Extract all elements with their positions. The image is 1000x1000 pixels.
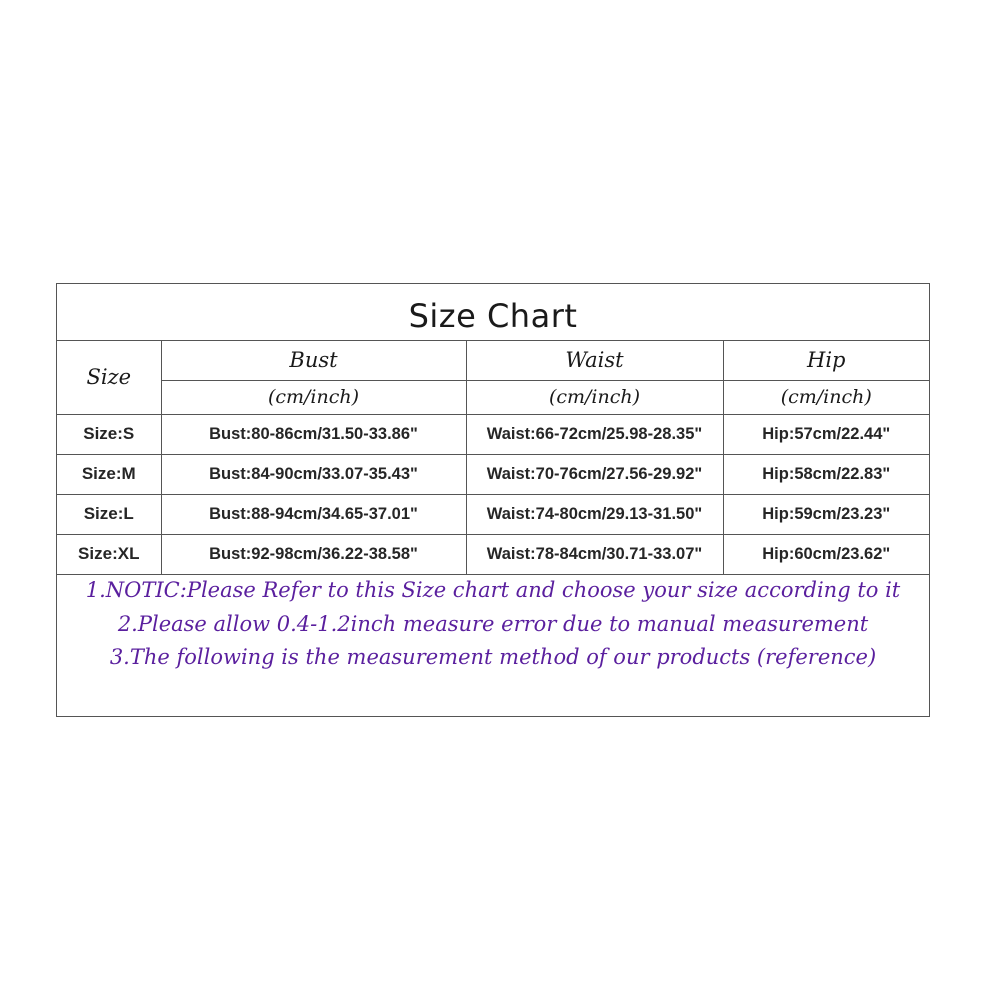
waist-header-label: Waist [565,348,624,373]
waist-cell [466,494,723,534]
hip-value: Hip:59cm/23.23" [762,504,891,523]
bust-value: Bust:84-90cm/33.07-35.43" [209,464,418,483]
unit-row [57,380,929,414]
bust-value: Bust:88-94cm/34.65-37.01" [209,504,418,523]
bust-cell [161,414,466,454]
waist-value: Waist:78-84cm/30.71-33.07" [486,544,703,563]
hip-cell [723,534,929,574]
waist-value: Waist:66-72cm/25.98-28.35" [486,424,703,443]
hip-cell [723,454,929,494]
size-table [57,341,929,575]
size-header [57,341,161,414]
chart-title: Size Chart [57,284,929,341]
size-cell [57,534,161,574]
hip-value: Hip:60cm/23.62" [762,544,891,563]
bust-value: Bust:80-86cm/31.50-33.86" [209,424,418,443]
waist-value: Waist:74-80cm/29.13-31.50" [486,504,703,523]
bust-cell [161,454,466,494]
size-cell [57,414,161,454]
header-row [57,341,929,380]
hip-unit-label: (cm/inch) [780,386,872,408]
bust-cell [161,494,466,534]
table-row [57,454,929,494]
note-line: 2.Please allow 0.4-1.2inch measure error due to manual measurement [117,611,869,636]
bust-unit-label: (cm/inch) [267,386,360,408]
table-row [57,494,929,534]
size-value: Size:M [81,464,136,483]
bust-header [161,341,466,380]
bust-unit [161,380,466,414]
waist-header [466,341,723,380]
size-value: Size:XL [78,544,140,563]
waist-unit-label: (cm/inch) [548,386,641,408]
waist-cell [466,414,723,454]
waist-cell [466,534,723,574]
note-line: 1.NOTIC:Please Refer to this Size chart and choose your size according to it [85,578,901,602]
size-value: Size:L [83,504,134,523]
hip-value: Hip:57cm/22.44" [762,424,891,443]
size-cell [57,494,161,534]
waist-value: Waist:70-76cm/27.56-29.92" [486,464,703,483]
hip-value: Hip:58cm/22.83" [762,464,891,483]
bust-cell [161,534,466,574]
waist-unit [466,380,723,414]
hip-unit [723,380,929,414]
hip-cell [723,494,929,534]
size-cell [57,454,161,494]
size-value: Size:S [83,424,135,443]
size-chart [56,283,930,717]
bust-value: Bust:92-98cm/36.22-38.58" [209,544,418,563]
hip-header [723,341,929,380]
table-row [57,414,929,454]
notes-section [57,574,929,675]
hip-cell [723,414,929,454]
hip-header-label: Hip [807,348,846,373]
waist-cell [466,454,723,494]
bust-header-label: Bust [289,348,338,373]
size-header-label: Size [86,365,132,390]
table-row [57,534,929,574]
note-line: 3.The following is the measurement method of our products (reference) [109,645,877,669]
